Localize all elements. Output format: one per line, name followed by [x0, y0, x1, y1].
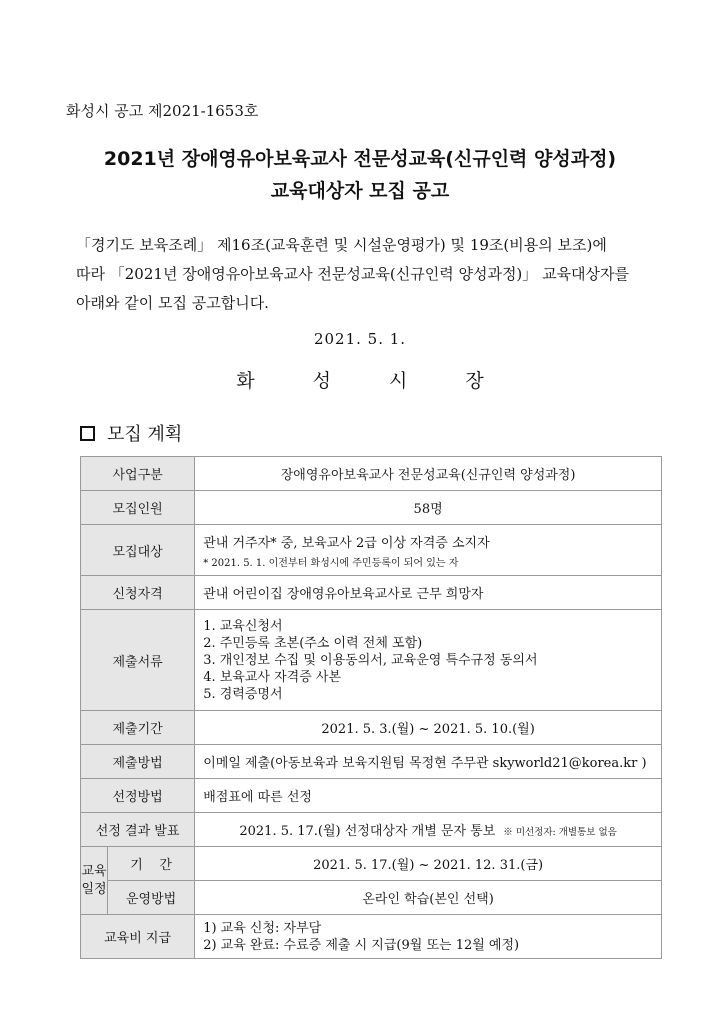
title-line-1: 2021년 장애영유아보육교사 전문성교육(신규인력 양성과정) — [103, 148, 617, 170]
intro-word: 제16조(교육훈련 — [217, 236, 329, 254]
row-label: 제출방법 — [81, 745, 195, 779]
intro-word: 보조)에 — [557, 236, 607, 254]
table-row — [81, 881, 662, 915]
section-title: 모집 계획 — [107, 424, 183, 445]
list-item: 5. 경력증명서 — [203, 686, 283, 702]
intro-word: 「경기도 — [76, 236, 135, 254]
list-item: 1) 교육 신청: 자부담 — [203, 920, 322, 936]
intro-word: 시설운영평가) — [352, 236, 446, 254]
row-label: 선정방법 — [81, 779, 195, 813]
row-label: 운영방법 — [108, 881, 195, 915]
announce-note: ※ 미선정자: 개별통보 없음 — [503, 827, 617, 838]
row-label: 신청자격 — [81, 576, 195, 610]
notice-number: 화성시 공고 제2021-1653호 — [66, 102, 259, 120]
row-value: 이메일 제출(아동보육과 보육지원팀 목정현 주무관 skyworld21@korea.kr ) — [195, 745, 662, 779]
row-value — [195, 813, 662, 847]
intro-word: 19조(비용의 — [469, 236, 553, 254]
row-label: 모집대상 — [81, 525, 195, 576]
issuer: 화 성 시 장 — [236, 370, 510, 392]
row-value: 2021. 5. 3.(월) ~ 2021. 5. 10.(월) — [195, 711, 662, 745]
intro-paragraph — [76, 231, 668, 318]
row-value: 2021. 5. 17.(월) ~ 2021. 12. 31.(금) — [195, 847, 662, 881]
list-item: 3. 개인정보 수집 및 이용동의서, 교육운영 특수규정 동의서 — [203, 652, 538, 668]
schedule-label-line: 교육 — [81, 863, 107, 879]
row-label: 교육비 지급 — [81, 915, 195, 959]
square-bullet-icon — [80, 426, 95, 441]
table-row — [81, 847, 662, 881]
table-row — [81, 610, 662, 711]
row-value: 장애영유아보육교사 전문성교육(신규인력 양성과정) — [195, 457, 662, 491]
intro-word: 전문성교육(신규인력 — [317, 265, 454, 283]
row-value: 58명 — [195, 491, 662, 525]
table-row — [81, 491, 662, 525]
section-heading — [80, 420, 182, 446]
intro-word: 보육조례」 — [139, 236, 213, 254]
list-item: 4. 보육교사 자격증 사본 — [203, 669, 342, 685]
table-row — [81, 525, 662, 576]
row-value: 온라인 학습(본인 선택) — [195, 881, 662, 915]
title-line-2: 교육대상자 모집 공고 — [270, 180, 450, 202]
list-item: 2) 교육 완료: 수료증 제출 시 지급(9월 또는 12월 예정) — [203, 937, 520, 953]
schedule-label — [81, 847, 108, 915]
intro-word: 및 — [333, 236, 349, 254]
intro-line-3: 아래와 같이 모집 공고합니다. — [76, 294, 269, 312]
target-note: * 2021. 5. 1. 이전부터 화성시에 주민등록이 되어 있는 자 — [203, 557, 459, 569]
row-label: 사업구분 — [81, 457, 195, 491]
list-item: 2. 주민등록 초본(주소 이력 전체 포함) — [203, 635, 423, 651]
list-item: 1. 교육신청서 — [203, 618, 283, 634]
notice-date: 2021. 5. 1. — [313, 330, 407, 348]
table-row — [81, 813, 662, 847]
recruitment-plan-table — [80, 456, 662, 959]
fee-list — [195, 915, 662, 959]
intro-word: 양성과정)」 — [458, 265, 538, 283]
intro-line-2 — [76, 260, 668, 289]
intro-word: 「2021년 — [109, 265, 178, 283]
row-label: 제출기간 — [81, 711, 195, 745]
table-row — [81, 779, 662, 813]
table-row — [81, 915, 662, 959]
intro-line-1 — [76, 231, 668, 260]
row-label: 모집인원 — [81, 491, 195, 525]
intro-word: 및 — [450, 236, 466, 254]
table-row — [81, 576, 662, 610]
target-text: 관내 거주자* 중, 보육교사 2급 이상 자격증 소지자 — [203, 535, 490, 551]
announce-text: 2021. 5. 17.(월) 선정대상자 개별 문자 통보 — [239, 824, 496, 839]
intro-word: 장애영유아보육교사 — [182, 265, 313, 283]
row-value: 배점표에 따른 선정 — [195, 779, 662, 813]
row-value: 관내 어린이집 장애영유아보육교사로 근무 희망자 — [195, 576, 662, 610]
intro-word: 따라 — [76, 265, 105, 283]
table-row — [81, 457, 662, 491]
table-row — [81, 711, 662, 745]
row-label: 선정 결과 발표 — [81, 813, 195, 847]
schedule-label-line: 일정 — [81, 881, 107, 897]
documents-list — [195, 610, 662, 711]
row-label: 기 간 — [108, 847, 195, 881]
table-row — [81, 745, 662, 779]
row-value — [195, 525, 662, 576]
row-label: 제출서류 — [81, 610, 195, 711]
intro-word: 교육대상자를 — [542, 265, 630, 283]
